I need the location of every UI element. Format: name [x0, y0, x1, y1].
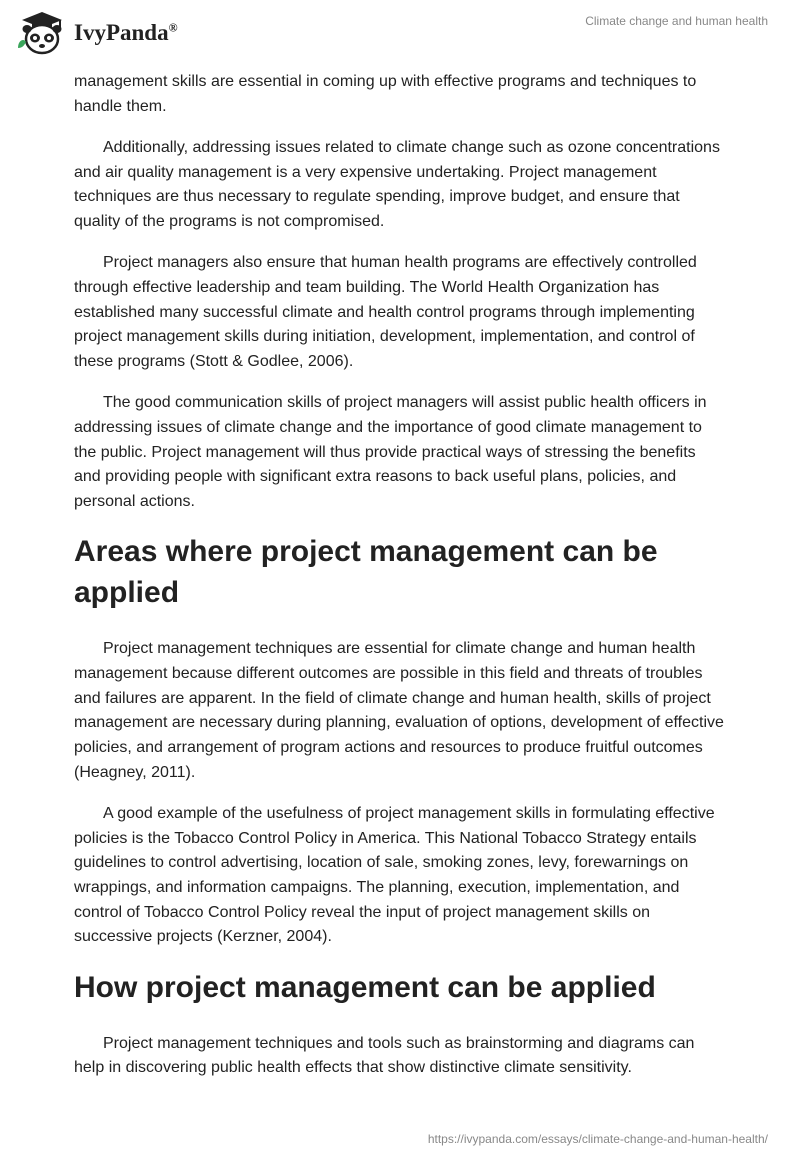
brand-name: IvyPanda®: [74, 20, 178, 45]
paragraph: A good example of the usefulness of project management skills in formulating effective policies is the Tobacco Control Policy in America. This National Tobacco Strategy entails guidelines to control advertising, location of sale, smoking zones, levy, forewarnings on wrappings, and information campaigns. The planning, execution, implementation, and control of Tobacco Control Policy reveal the input of project management skills on successive projects (Kerzner, 2004).: [74, 804, 715, 946]
paragraph: Additionally, addressing issues related to climate change such as ozone concentrations and air quality management is a very expensive undertaking. Project management techniques are thus necessary to regulate spending, improve budget, and ensure that quality of the programs is not compromised.: [74, 138, 720, 231]
ivypanda-logo[interactable]: [14, 8, 178, 56]
paragraph: Project management techniques and tools such as brainstorming and diagrams can help in discovering public health effects that show distinctive climate sensitivity.: [74, 1034, 695, 1077]
paragraph: Project management techniques are essential for climate change and human health management because different outcomes are possible in this field and threats of troubles and failures are apparent. In the field of climate change and human health, skills of project management are necessary during planning, evaluation of options, development of effective policies, and arrangement of program actions and resources to produce fruitful outcomes (Heagney, 2011).: [74, 640, 724, 781]
panda-graduate-icon: [14, 8, 66, 56]
page-header: [0, 0, 800, 64]
document-title: Climate change and human health: [585, 14, 768, 28]
paragraph: management skills are essential in coming up with effective programs and techniques to handle them.: [74, 73, 697, 115]
section-heading: How project management can be applied: [74, 970, 656, 1004]
section-heading: Areas where project management can be applied: [74, 535, 658, 610]
source-url[interactable]: https://ivypanda.com/essays/climate-change-and-human-health/: [427, 1132, 768, 1146]
paragraph: The good communication skills of project managers will assist public health officers in addressing issues of climate change and the importance of good climate management to the public. Project management will thus provide practical ways of stressing the benefits and providing people with significant extra reasons to back useful plans, policies, and personal actions.: [74, 394, 707, 511]
paragraph: Project managers also ensure that human health programs are effectively controlled through effective leadership and team building. The World Health Organization has established many successful climate and health control programs through implementing project management skills during initiation, development, implementation, and control of these programs (Stott & Godlee, 2006).: [74, 254, 697, 371]
essay-content: [74, 70, 726, 1098]
